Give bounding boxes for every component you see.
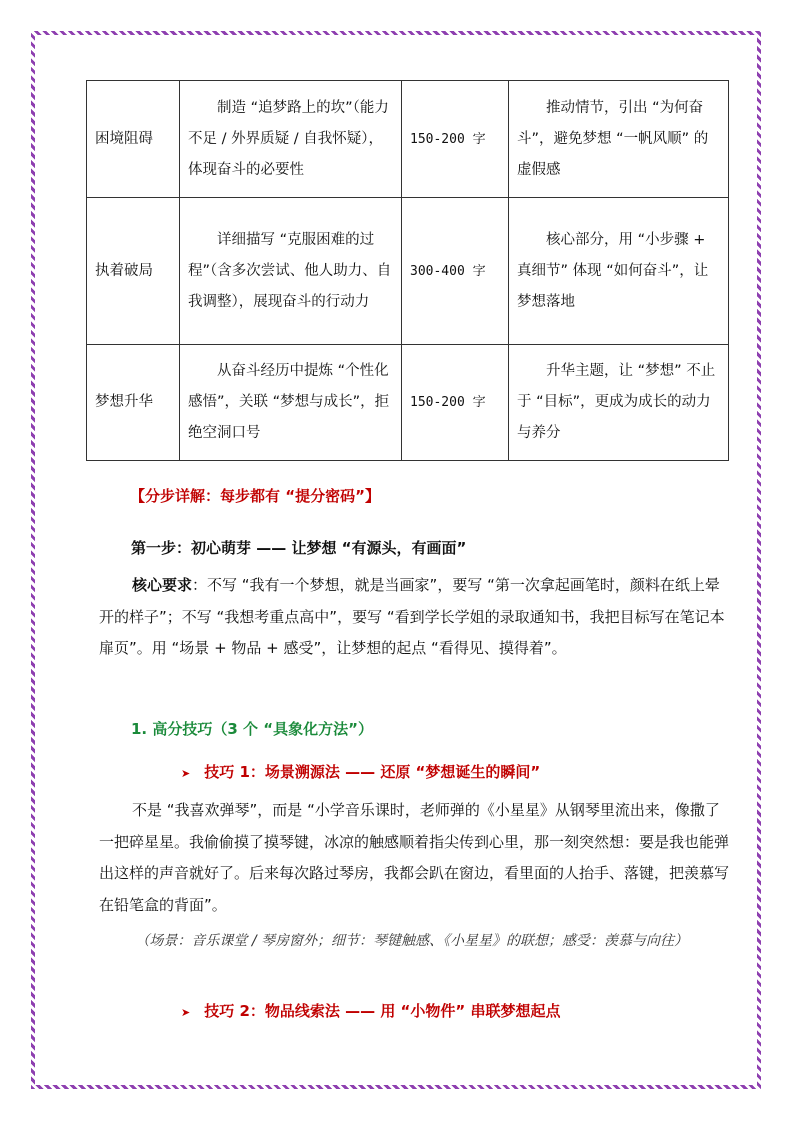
content-cell: 详细描写 “克服困难的过程”（含多次尝试、他人助力、自我调整），展现奋斗的行动力 — [180, 198, 402, 345]
content-cell: 从奋斗经历中提炼 “个性化感悟”，关联 “梦想与成长”，拒绝空洞口号 — [180, 345, 402, 461]
table-row — [87, 345, 729, 461]
core-text: ：不写 “我有一个梦想，就是当画家”，要写 “第一次拿起画笔时，颜料在纸上晕开的样子”；不写 “我想考重点高中”，要写 “看到学长学姐的录取通知书，我把目标写在笔记本扉页”。用 “场景 + 物品 + 感受”，让梦想的起点 “看得见、摸得着”。 — [99, 576, 725, 657]
arrow-bullet-icon: ➤ — [181, 767, 191, 780]
words-cell: 150-200 字 — [402, 81, 509, 198]
table-row — [87, 81, 729, 198]
words-cell: 150-200 字 — [402, 345, 509, 461]
purpose-cell: 核心部分，用 “小步骤 + 真细节” 体现 “如何奋斗”，让梦想落地 — [509, 198, 729, 345]
skill2-title — [181, 996, 794, 1029]
purpose-cell: 推动情节，引出 “为何奋斗”，避免梦想 “一帆风顺” 的虚假感 — [509, 81, 729, 198]
words-cell: 300-400 字 — [402, 198, 509, 345]
table-row — [87, 198, 729, 345]
skill2-title-text: 技巧 2：物品线索法 —— 用 “小物件” 串联梦想起点 — [204, 1002, 561, 1020]
step1-title: 第一步：初心萌芽 —— 让梦想 “有源头，有画面” — [131, 539, 467, 557]
step1-core-paragraph — [99, 570, 729, 665]
stage-cell: 执着破局 — [87, 198, 180, 345]
skills-heading: 1. 高分技巧（3 个 “具象化方法”） — [131, 720, 373, 738]
purpose-cell: 升华主题，让 “梦想” 不止于 “目标”，更成为成长的动力与养分 — [509, 345, 729, 461]
core-label: 核心要求 — [132, 576, 193, 594]
skill1-note: （场景：音乐课堂 / 琴房窗外；细节：琴键触感、《小星星》的联想；感受：羡慕与向往） — [135, 933, 689, 949]
outline-table — [86, 80, 729, 461]
skill1-title — [181, 757, 794, 790]
skill1-example: 不是 “我喜欢弹琴”，而是 “小学音乐课时，老师弹的《小星星》从钢琴里流出来，像撒了一把碎星星。我偷偷摸了摸琴键，冰凉的触感顺着指尖传到心里，那一刻突然想：要是我也能弹出这样的声音就好了。后来每次路过琴房，我都会趴在窗边，看里面的人抬手、落键，把羡慕写在铅笔盒的背面”。 — [99, 801, 730, 914]
content-cell: 制造 “追梦路上的坎”（能力不足 / 外界质疑 / 自我怀疑），体现奋斗的必要性 — [180, 81, 402, 198]
stage-cell: 梦想升华 — [87, 345, 180, 461]
section-heading: 【分步详解：每步都有 “提分密码”】 — [130, 487, 380, 505]
stage-cell: 困境阻碍 — [87, 81, 180, 198]
arrow-bullet-icon: ➤ — [181, 1006, 191, 1019]
skill1-title-text: 技巧 1：场景溯源法 —— 还原 “梦想诞生的瞬间” — [204, 763, 541, 781]
